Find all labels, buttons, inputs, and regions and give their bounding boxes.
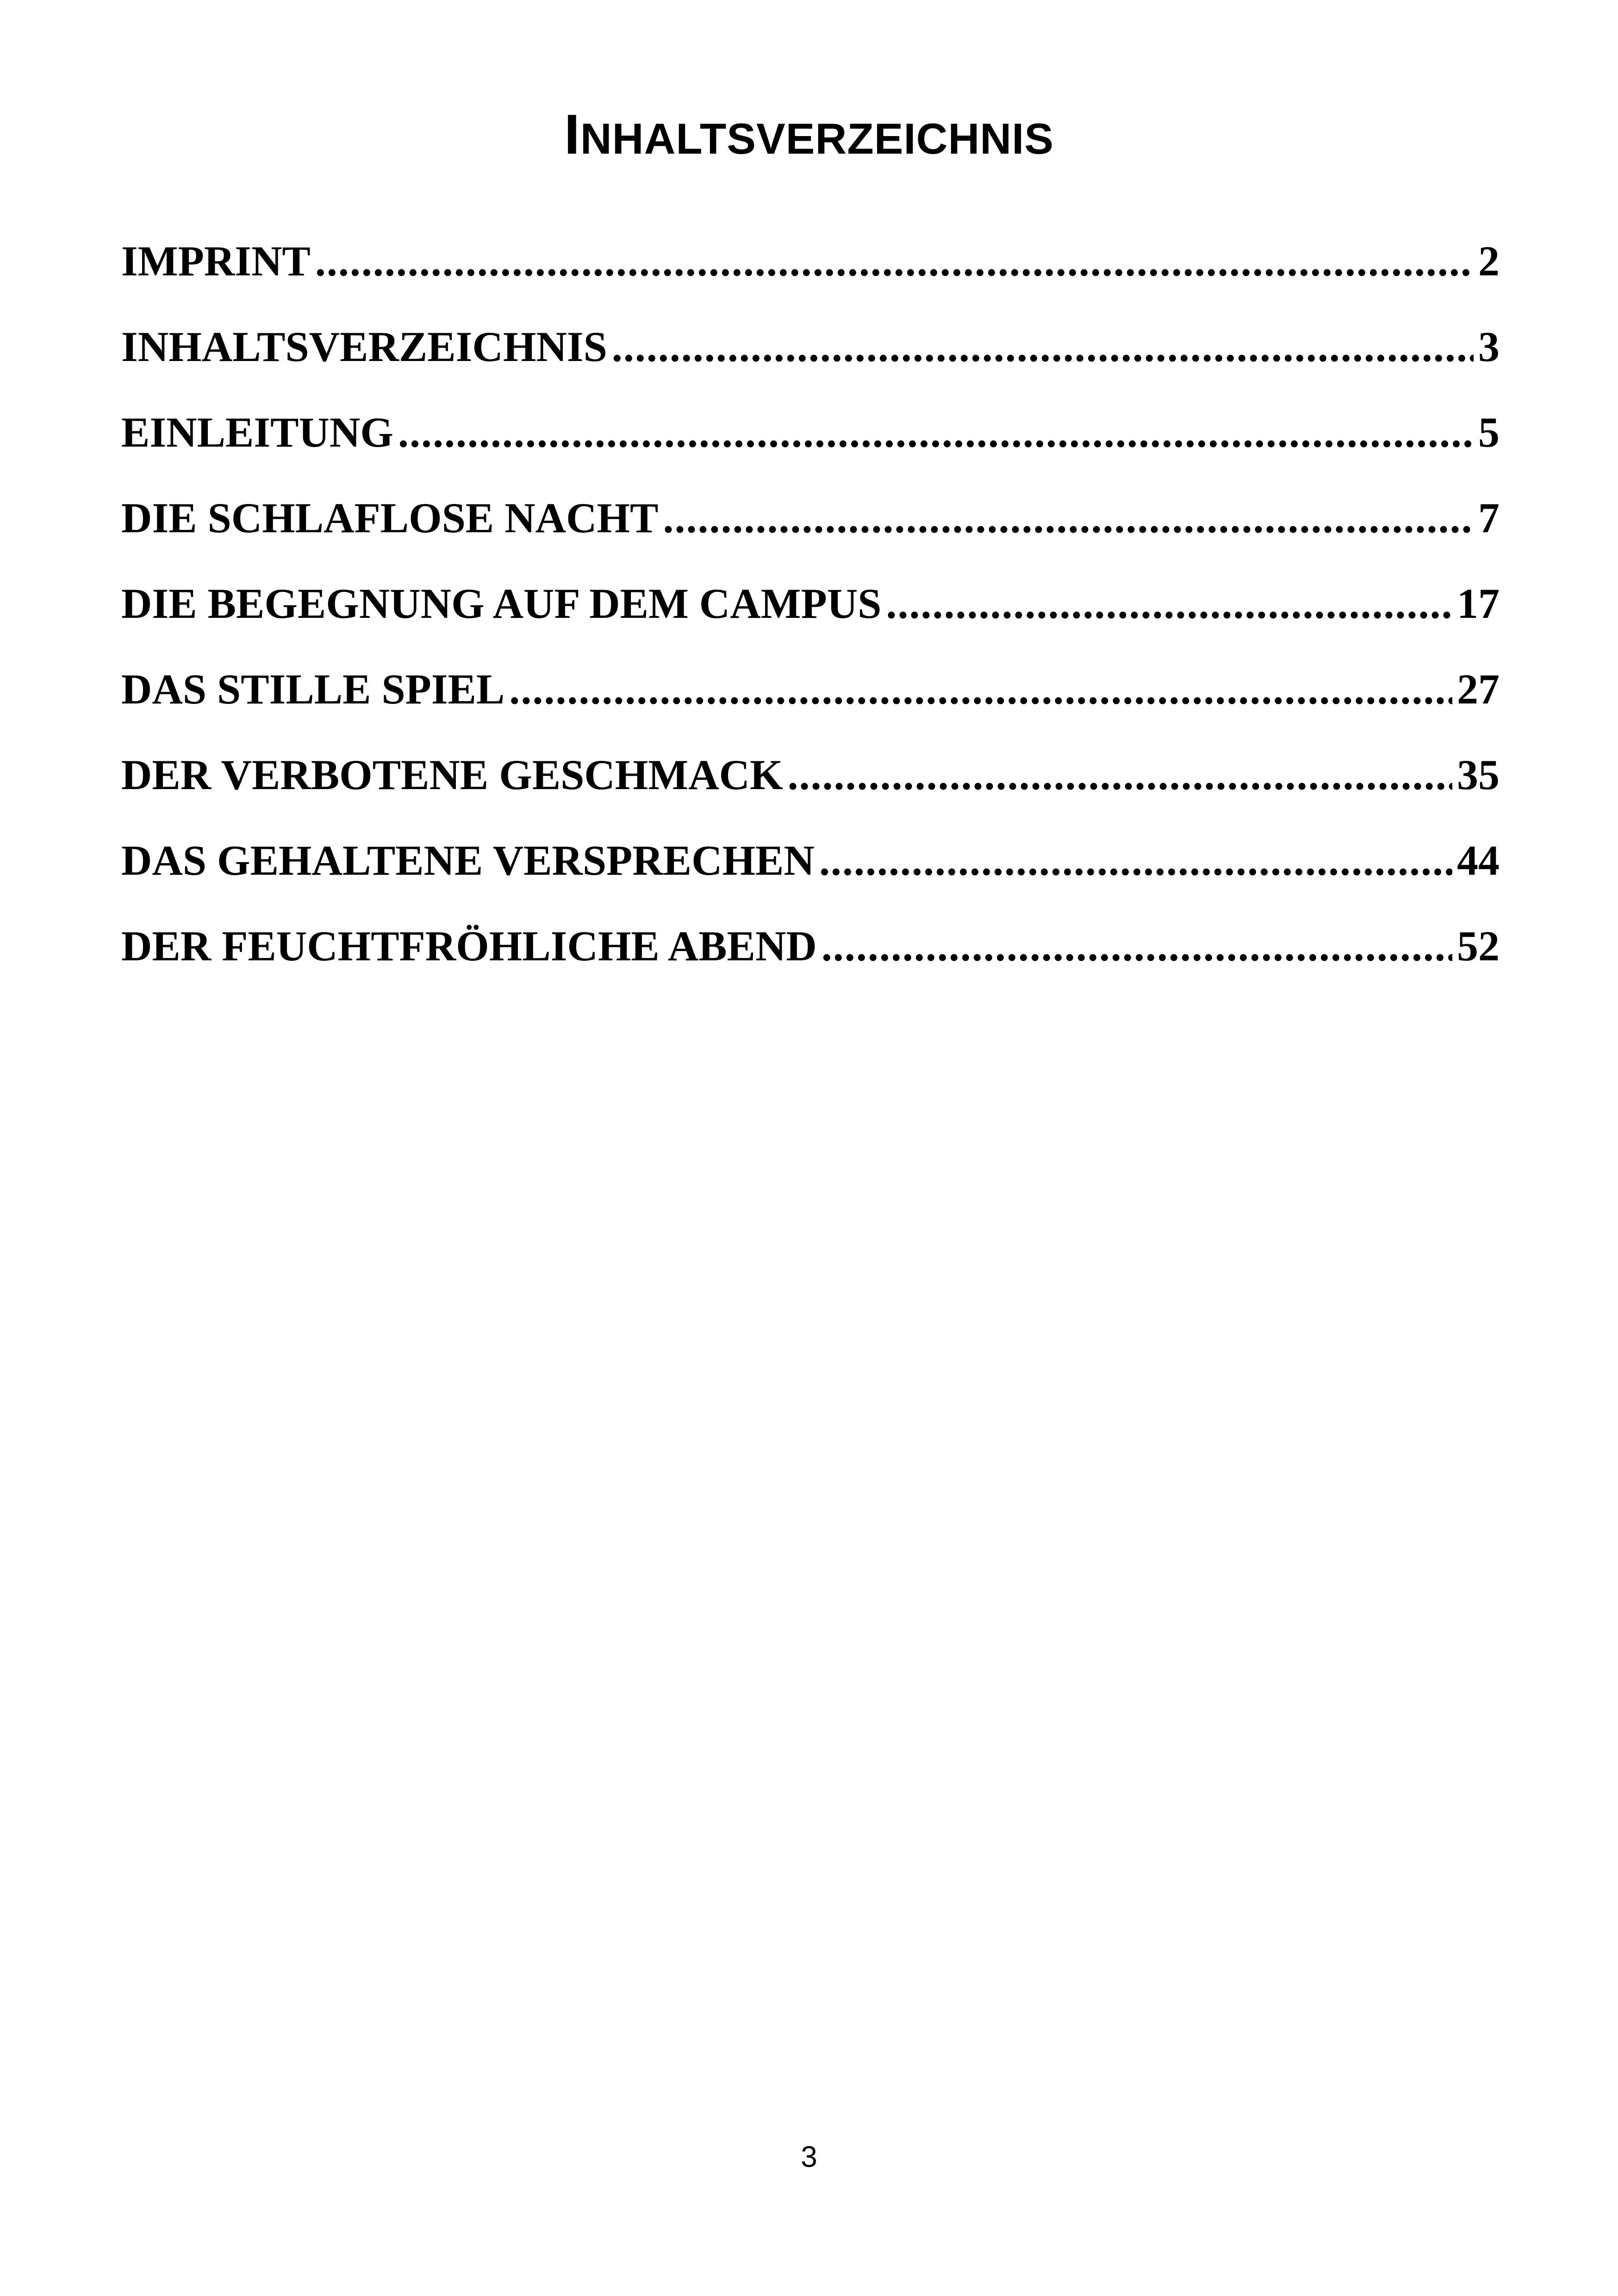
page-title bbox=[0, 102, 1618, 171]
toc-entry-label: DER FEUCHTFRÖHLICHE ABEND bbox=[121, 922, 817, 970]
toc-entry-page: 3 bbox=[1478, 323, 1500, 370]
toc-dot-leader bbox=[821, 916, 1452, 976]
toc-entry-label: IMPRINT bbox=[121, 237, 311, 285]
toc-entry-label: INHALTSVERZEICHNIS bbox=[121, 323, 607, 370]
toc-entry-page: 5 bbox=[1478, 409, 1500, 456]
toc-entry-label: DIE BEGEGNUNG AUF DEM CAMPUS bbox=[121, 580, 882, 627]
page-number: 3 bbox=[801, 2140, 817, 2173]
toc-entry-page: 2 bbox=[1478, 237, 1500, 285]
toc-dot-leader bbox=[788, 745, 1452, 804]
toc-entry-die-begegnung-auf-dem-campus[interactable] bbox=[121, 574, 1500, 660]
toc-entry-die-schlaflose-nacht[interactable] bbox=[121, 488, 1500, 574]
toc-entry-page: 27 bbox=[1457, 666, 1500, 713]
toc-entry-label: DAS STILLE SPIEL bbox=[121, 666, 505, 713]
toc-entry-label: DER VERBOTENE GESCHMACK bbox=[121, 751, 783, 798]
toc-entry-einleitung[interactable] bbox=[121, 403, 1500, 488]
toc-entry-der-feuchtfroehliche-abend[interactable] bbox=[121, 916, 1500, 1002]
toc-entry-imprint[interactable] bbox=[121, 231, 1500, 317]
table-of-contents bbox=[121, 231, 1500, 1002]
toc-entry-das-gehaltene-versprechen[interactable] bbox=[121, 831, 1500, 916]
toc-entry-page: 17 bbox=[1457, 580, 1500, 627]
toc-entry-der-verbotene-geschmack[interactable] bbox=[121, 745, 1500, 831]
toc-entry-inhaltsverzeichnis[interactable] bbox=[121, 317, 1500, 403]
toc-dot-leader bbox=[315, 231, 1474, 291]
toc-dot-leader bbox=[886, 574, 1452, 633]
toc-dot-leader bbox=[398, 403, 1474, 462]
toc-entry-page: 52 bbox=[1457, 922, 1500, 970]
toc-entry-label: EINLEITUNG bbox=[121, 409, 393, 456]
toc-dot-leader bbox=[509, 660, 1452, 719]
toc-dot-leader bbox=[663, 488, 1474, 548]
toc-dot-leader bbox=[612, 317, 1474, 376]
toc-entry-das-stille-spiel[interactable] bbox=[121, 660, 1500, 745]
toc-entry-page: 35 bbox=[1457, 751, 1500, 798]
page-title-initial: I bbox=[564, 103, 580, 166]
toc-entry-label: DAS GEHALTENE VERSPRECHEN bbox=[121, 837, 815, 884]
toc-entry-label: DIE SCHLAFLOSE NACHT bbox=[121, 494, 659, 541]
toc-dot-leader bbox=[819, 831, 1452, 890]
toc-entry-page: 7 bbox=[1478, 494, 1500, 541]
page-title-rest: NHALTSVERZEICHNIS bbox=[580, 114, 1054, 163]
toc-entry-page: 44 bbox=[1457, 837, 1500, 884]
